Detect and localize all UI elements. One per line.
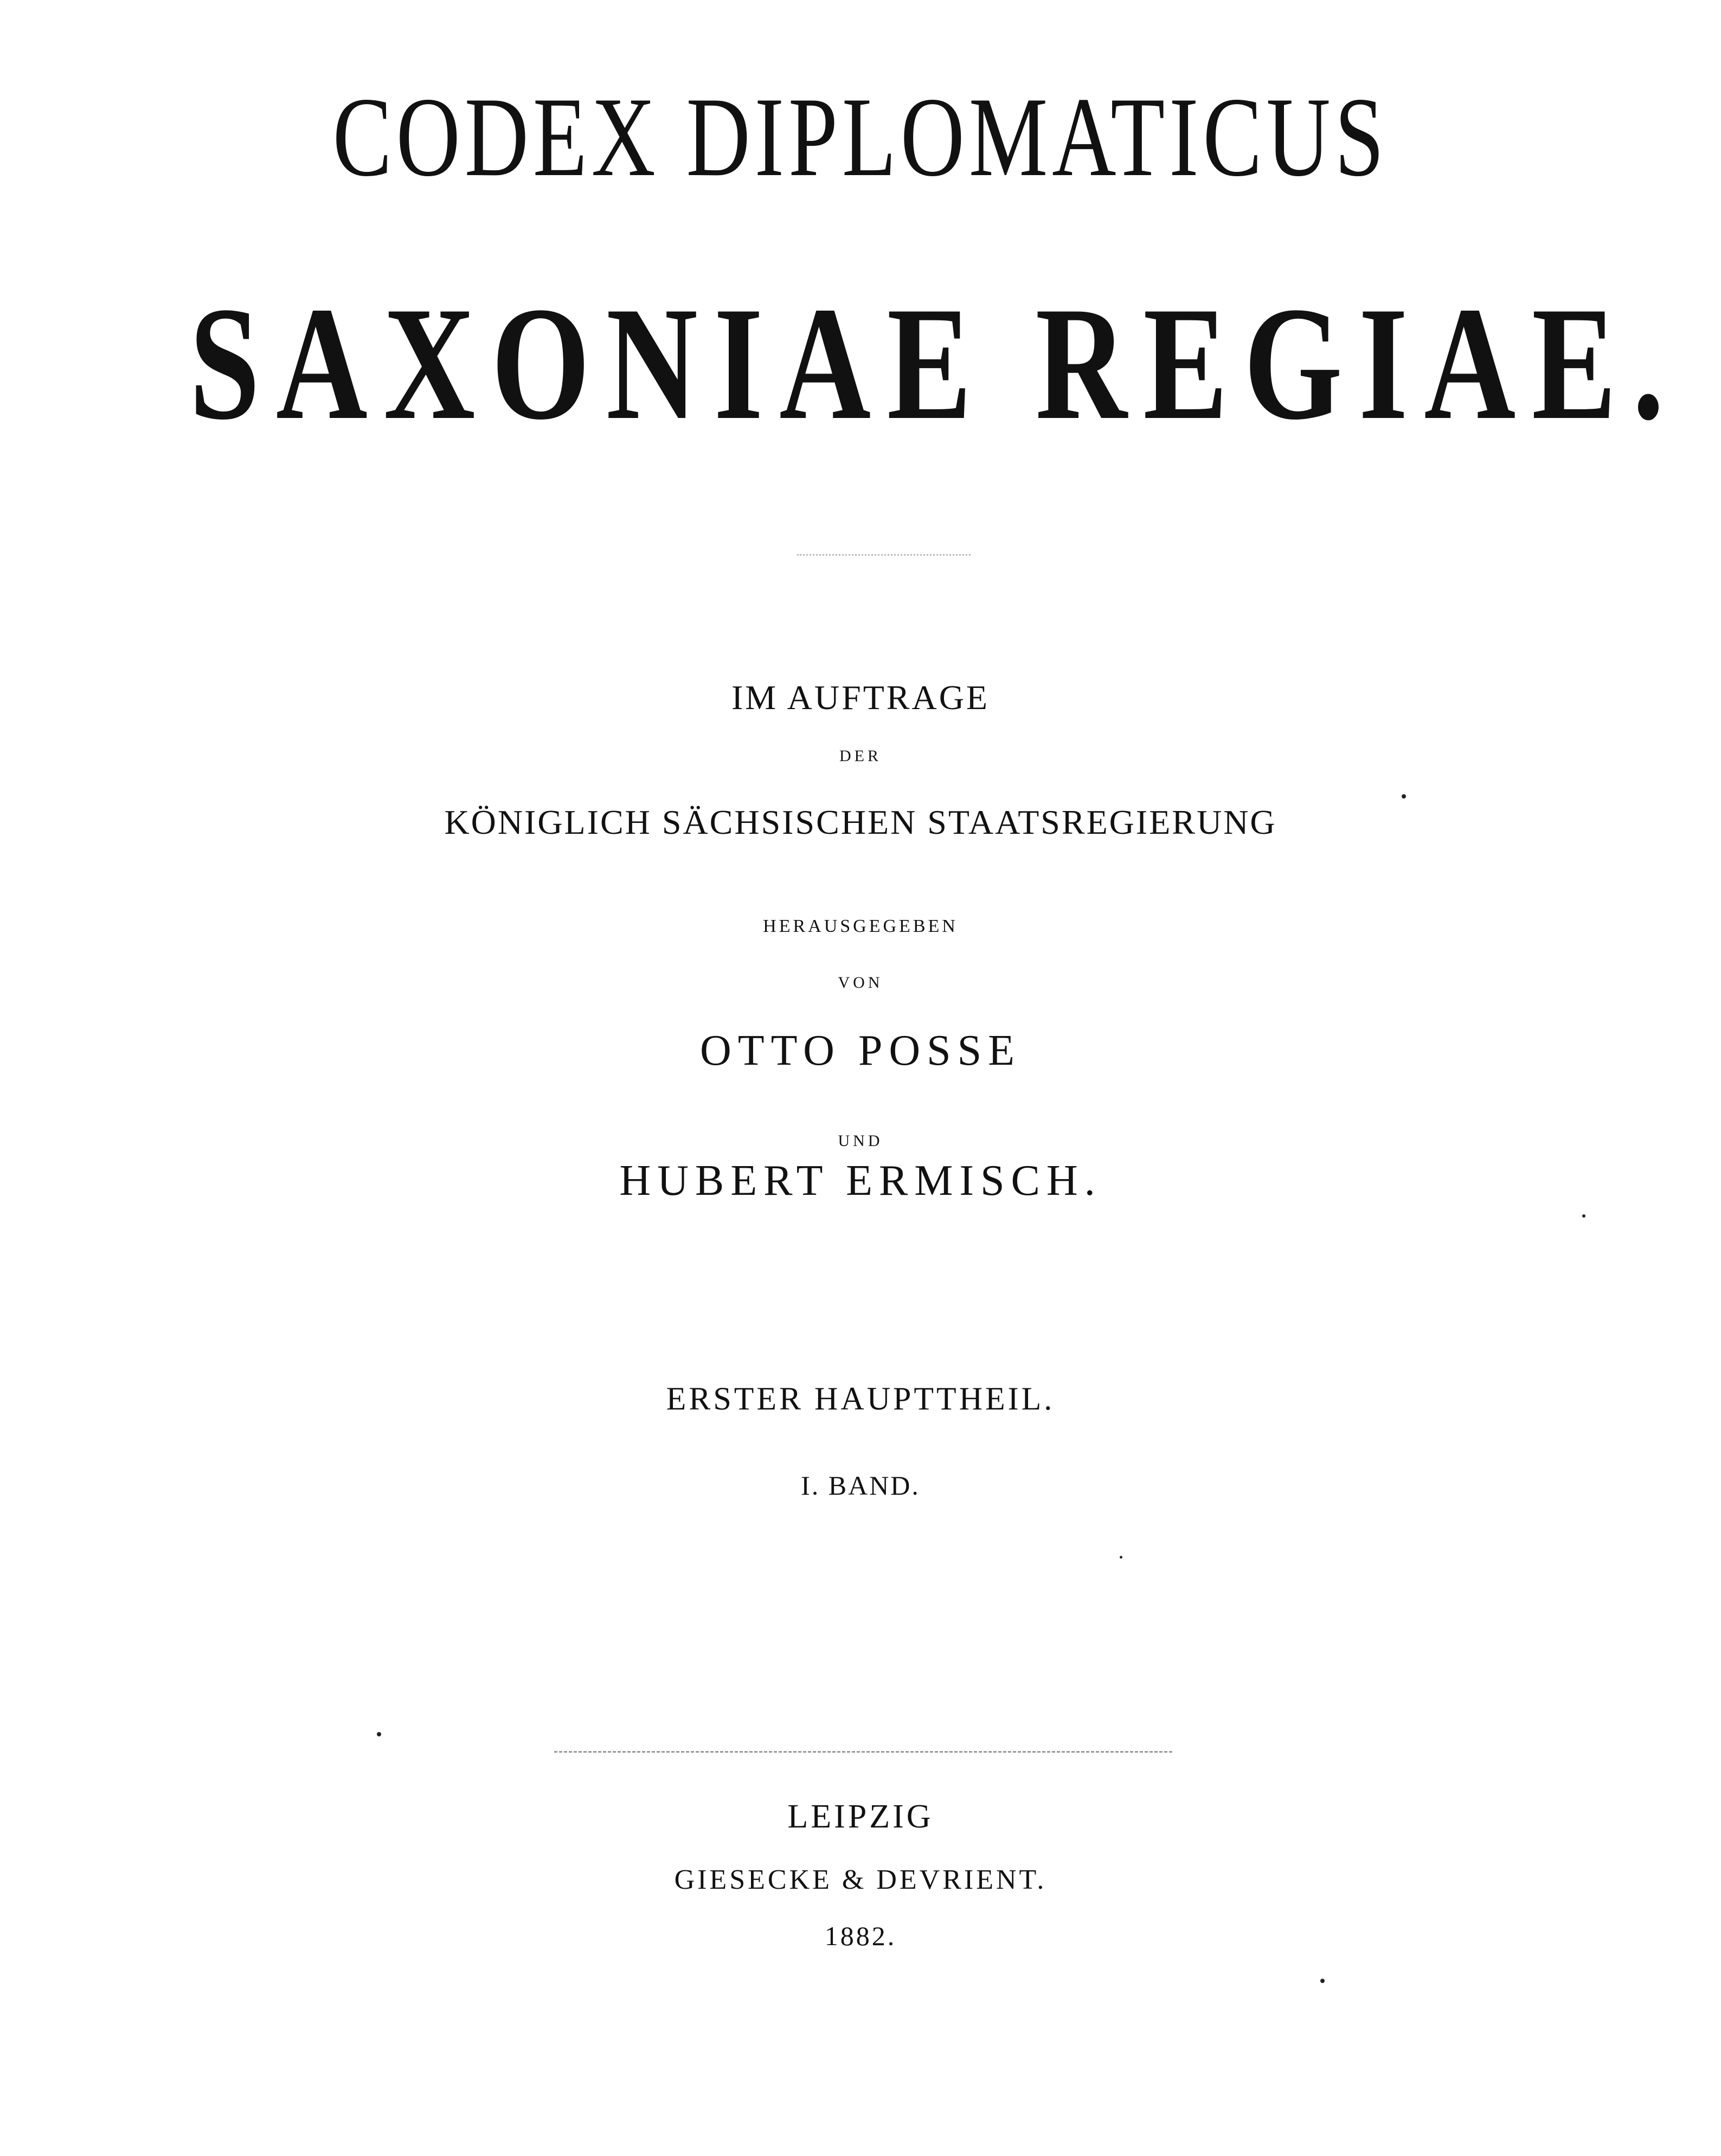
title-dotted-rule [797, 554, 971, 556]
imprint-year: 1882. [824, 1921, 897, 1951]
editor-2-name: HUBERT ERMISCH. [619, 1157, 1102, 1205]
imprint-rule [554, 1751, 1172, 1753]
title-line-1: CODEX DIPLOMATICUS [332, 74, 1389, 200]
editors-intro-1: HERAUSGEGEBEN [763, 916, 958, 936]
commission-line-3: KÖNIGLICH SÄCHSISCHEN STAATSREGIERUNG [444, 803, 1277, 841]
commission-line-1: IM AUFTRAGE [731, 678, 990, 717]
editor-1-name: OTTO POSSE [700, 1027, 1021, 1074]
imprint-publisher: GIESECKE & DEVRIENT. [674, 1864, 1047, 1895]
scan-speck [1120, 1556, 1122, 1559]
scan-speck [377, 1732, 381, 1736]
scan-speck [1402, 794, 1406, 799]
editors-conjunction: UND [838, 1132, 883, 1150]
volume-part: ERSTER HAUPTTHEIL. [666, 1381, 1055, 1417]
volume-band: I. BAND. [801, 1470, 920, 1501]
title-line-2: SAXONIAE REGIAE. [189, 273, 1680, 453]
editors-intro-2: VON [838, 974, 883, 992]
commission-line-2: DER [839, 747, 882, 765]
scan-speck [1320, 1979, 1325, 1983]
scan-speck [1582, 1214, 1585, 1218]
imprint-city: LEIPZIG [787, 1798, 934, 1835]
